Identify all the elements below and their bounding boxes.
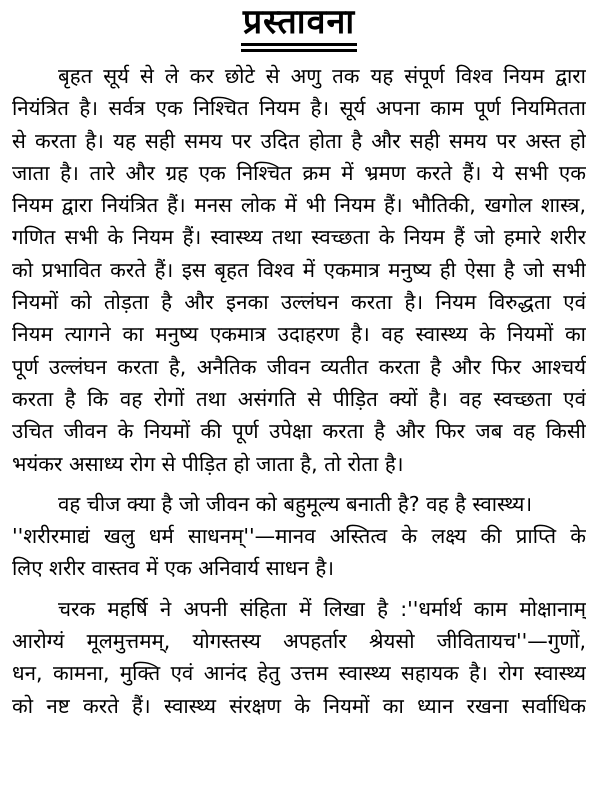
text-line: उचित जीवन के नियमों की पूर्ण उपेक्षा करता है और फिर जब वह किसी: [12, 419, 586, 444]
text-line: आरोग्यं मूलमुत्तमम्, योगस्तस्य अपहर्तार श्रेयसो जीवितायच''—गुणों,: [12, 629, 586, 654]
text-line: को प्रभावित करते हैं। इस बृहत विश्व में एकमात्र मनुष्य ही ऐसा है जो सभी: [12, 257, 586, 282]
text-line: नियमों को तोड़ता है और इनका उल्लंघन करता है। नियम विरुद्धता एवं: [12, 290, 586, 315]
text-line: भयंकर असाध्य रोग से पीड़ित हो जाता है, तो रोता है।: [12, 451, 404, 476]
page-title: प्रस्तावना: [241, 2, 357, 46]
text-line: करता है कि वह रोगों तथा असंगति से पीड़ित क्यों है। वह स्वच्छता एवं: [12, 386, 586, 411]
text-line: से करता है। यह सही समय पर उदित होता है और सही समय पर अस्त हो: [12, 128, 586, 153]
text-line: चरक महर्षि ने अपनी संहिता में लिखा है :''धर्मार्थ काम मोक्षानाम्: [58, 596, 586, 621]
text-line: नियम द्वारा नियंत्रित हैं। मनस लोक में भी नियम हैं। भौतिकी, खगोल शास्त्र,: [12, 193, 586, 218]
text-line: को नष्ट करते हैं। स्वास्थ्य संरक्षण के नियमों का ध्यान रखना सर्वाधिक: [12, 693, 586, 718]
text-line: धन, कामना, मुक्ति एवं आनंद हेतु उत्तम स्वास्थ्य सहायक है। रोग स्वास्थ्य: [12, 661, 586, 686]
title-container: [12, 0, 586, 54]
paragraph-2: [12, 488, 586, 585]
text-line: वह चीज क्या है जो जीवन को बहुमूल्य बनाती है? वह है स्वास्थ्य।: [58, 491, 533, 516]
text-line: जाता है। तारे और ग्रह एक निश्चित क्रम में भ्रमण करते हैं। ये सभी एक: [12, 160, 586, 185]
text-line: गणित सभी के नियम हैं। स्वास्थ्य तथा स्वच्छता के नियम हैं जो हमारे शरीर: [12, 225, 586, 250]
text-line: नियम त्यागने का मनुष्य एकमात्र उदाहरण है। वह स्वास्थ्य के नियमों का: [12, 322, 586, 347]
text-line: लिए शरीर वास्तव में एक अनिवार्य साधन है।: [12, 556, 335, 581]
paragraph-1: [12, 60, 586, 480]
text-line: बृहत सूर्य से ले कर छोटे से अणु तक यह संपूर्ण विश्व नियम द्वारा: [58, 64, 586, 88]
text-line: नियंत्रित है। सर्वत्र एक निश्चित नियम है। सूर्य अपना काम पूर्ण नियमितता: [12, 96, 586, 121]
paragraph-3: [12, 593, 586, 722]
text-line: ''शरीरमाद्यं खलु धर्म साधनम्''—मानव अस्तित्व के लक्ष्य की प्राप्ति के: [12, 524, 586, 549]
text-line: पूर्ण उल्लंघन करता है, अनैतिक जीवन व्यतीत करता है और फिर आश्चर्य: [12, 354, 586, 379]
